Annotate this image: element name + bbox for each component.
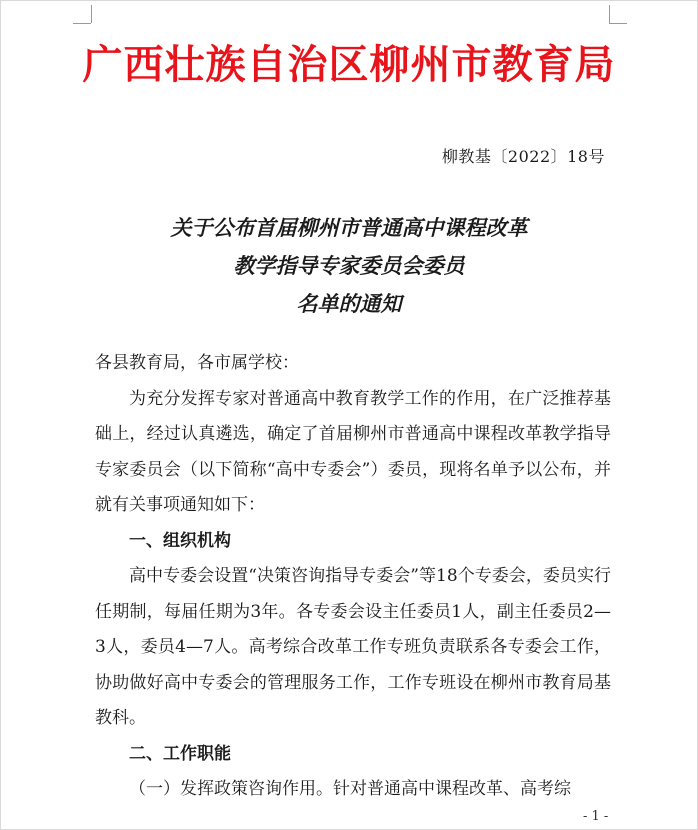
section-body-organization: 高中专委会设置“决策咨询指导专委会”等18个专委会，委员实行任期制，每届任期为3年。各专委会设主任委员1人，副主任委员2—3人，委员4—7人。高考综合改革工作专班负责联系各专委会工作，协助做好高中专委会的管理服务工作，工作专班设在柳州市教育局基教科。 [95,566,611,728]
crop-mark-top-left [73,23,91,24]
intro-paragraph: 为充分发挥专家对普通高中教育教学工作的作用，在广泛推荐基础上，经过认真遴选，确定了首届柳州市普通高中课程改革教学指导专家委员会（以下简称“高中专委会”）委员，现将名单予以公布，并就有关事项通知如下： [95,388,611,515]
issuer-header: 广西壮族自治区柳州市教育局 [82,42,616,88]
section-item-policy-advice: （一）发挥政策咨询作用。针对普通高中课程改革、高考综 [129,779,571,799]
section-heading-functions: 二、工作职能 [129,743,231,764]
title-line-2: 教学指导专家委员会委员 [233,253,465,278]
section-heading-organization: 一、组织机构 [129,530,231,551]
salutation: 各县教育局，各市属学校： [95,353,299,373]
document-title [1,209,697,323]
crop-mark-top-right [609,5,610,23]
title-line-3: 名单的通知 [296,291,402,316]
document-number: 柳教基〔2022〕18号 [441,147,605,166]
crop-mark-top-right [609,23,627,24]
crop-mark-top-left [91,5,92,23]
document-body [95,346,611,808]
page-number: - 1 - [583,809,609,824]
title-line-1: 关于公布首届柳州市普通高中课程改革 [170,215,528,240]
